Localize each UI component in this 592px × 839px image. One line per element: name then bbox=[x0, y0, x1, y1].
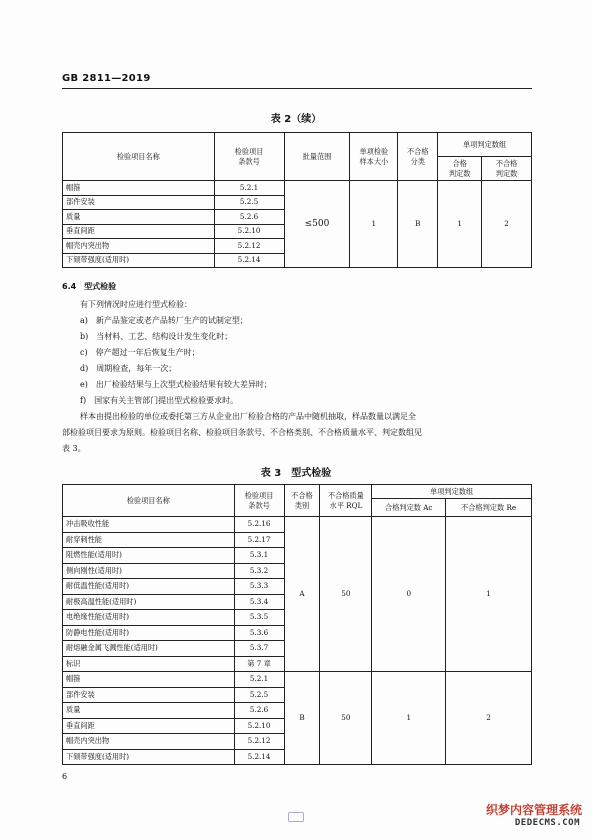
t2-row-clause: 5.2.12 bbox=[214, 239, 284, 254]
t3-row-name: 冲击吸收性能 bbox=[63, 517, 235, 533]
body-paragraph-line: 部检验项目要求为原则。检验项目名称、检验项目条款号、不合格类别、不合格质量水平、判定数组见 bbox=[62, 428, 422, 437]
t3-row-clause: 5.2.10 bbox=[234, 718, 284, 734]
t3-row-clause: 5.3.6 bbox=[234, 625, 284, 641]
list-item: c) 停产超过一年后恢复生产时； bbox=[80, 348, 200, 357]
t2-re: 2 bbox=[482, 181, 532, 268]
table3 bbox=[62, 484, 532, 765]
t3-h-class: 不合格 类别 bbox=[284, 485, 320, 517]
t2-batch: ≤500 bbox=[284, 181, 350, 268]
t3-b-ac: 1 bbox=[372, 672, 446, 765]
t3-a-ac: 0 bbox=[372, 517, 446, 672]
table2-caption: 表 2（续） bbox=[270, 114, 322, 125]
t3-row-clause: 5.2.6 bbox=[234, 703, 284, 719]
t3-row-clause: 5.2.16 bbox=[234, 517, 284, 533]
section-intro: 有下列情况时应进行型式检验： bbox=[80, 300, 192, 309]
t3-a-class: A bbox=[284, 517, 320, 672]
t3-h-group: 单项判定数组 bbox=[372, 485, 532, 499]
body-paragraph-line: 表 3。 bbox=[62, 444, 86, 453]
list-item: b) 当材料、工艺、结构设计发生变化时； bbox=[80, 332, 233, 341]
t3-row-clause: 5.3.5 bbox=[234, 610, 284, 626]
header-rule bbox=[62, 88, 532, 89]
t2-h-re: 不合格 判定数 bbox=[482, 157, 532, 181]
list-item: f) 国家有关主管部门提出型式检验要求时。 bbox=[80, 396, 239, 405]
t2-ac: 1 bbox=[438, 181, 482, 268]
table3-caption: 表 3 型式检验 bbox=[260, 468, 332, 479]
t2-row-clause: 5.2.5 bbox=[214, 195, 284, 210]
t3-row-clause: 第 7 章 bbox=[234, 656, 284, 672]
t3-row-name: 帽箍 bbox=[63, 672, 235, 688]
list-item: a) 新产品鉴定或老产品转厂生产的试制定型； bbox=[80, 316, 248, 325]
t2-h-ac: 合格 判定数 bbox=[438, 157, 482, 181]
t3-row-name: 耐极高温性能(适用时) bbox=[63, 594, 235, 610]
t2-row-name: 帽壳内突出物 bbox=[63, 239, 215, 254]
body-paragraph-line: 样本由提出检验的单位或委托第三方从企业出厂检验合格的产品中随机抽取，样品数量以满足全 bbox=[80, 412, 416, 421]
t3-row-clause: 5.2.14 bbox=[234, 749, 284, 765]
t2-row-clause: 5.2.14 bbox=[214, 253, 284, 268]
t3-row-name: 下颏带强度(适用时) bbox=[63, 749, 235, 765]
t3-h-clause: 检验项目 条款号 bbox=[234, 485, 284, 517]
t3-row-name: 耐低温性能(适用时) bbox=[63, 579, 235, 595]
section-title: 6.4 型式检验 bbox=[62, 282, 117, 291]
watermark-url: DEDECMS.COM bbox=[514, 818, 580, 828]
t3-row-clause: 5.3.2 bbox=[234, 563, 284, 579]
t2-h-clause: 检验项目 条款号 bbox=[214, 133, 284, 181]
t2-row-clause: 5.2.1 bbox=[214, 181, 284, 196]
t3-row-name: 垂直间距 bbox=[63, 718, 235, 734]
t2-row-name: 质量 bbox=[63, 210, 215, 225]
t3-row-name: 耐穿刺性能 bbox=[63, 532, 235, 548]
t2-sample: 1 bbox=[350, 181, 398, 268]
t3-row-name: 帽壳内突出物 bbox=[63, 734, 235, 750]
t2-row-clause: 5.2.10 bbox=[214, 224, 284, 239]
list-item: e) 出厂检验结果与上次型式检验结果有较大差异时； bbox=[80, 380, 272, 389]
t3-row-name: 阻燃性能(适用时) bbox=[63, 548, 235, 564]
t2-row-name: 下颏带强度(适用时) bbox=[63, 253, 215, 268]
t2-row-name: 部件安装 bbox=[63, 195, 215, 210]
t2-h-name: 检验项目名称 bbox=[63, 133, 215, 181]
t2-row-clause: 5.2.6 bbox=[214, 210, 284, 225]
t3-h-rql: 不合格质量 水平 RQL bbox=[320, 485, 372, 517]
list-item: d) 周期检查，每年一次； bbox=[80, 364, 177, 373]
t3-row-clause: 5.3.7 bbox=[234, 641, 284, 657]
t2-h-sample: 单项检验 样本大小 bbox=[350, 133, 398, 181]
t3-row-name: 部件安装 bbox=[63, 687, 235, 703]
t3-row-name: 侧向刚性(适用时) bbox=[63, 563, 235, 579]
t3-row-name: 质量 bbox=[63, 703, 235, 719]
table2 bbox=[62, 132, 532, 268]
page-number: 6 bbox=[62, 772, 68, 781]
t3-a-re: 1 bbox=[446, 517, 532, 672]
t3-row-name: 标识 bbox=[63, 656, 235, 672]
t3-h-name: 检验项目名称 bbox=[63, 485, 235, 517]
t3-b-rql: 50 bbox=[320, 672, 372, 765]
t2-h-batch: 批量范围 bbox=[284, 133, 350, 181]
t3-row-clause: 5.2.5 bbox=[234, 687, 284, 703]
t3-row-clause: 5.2.12 bbox=[234, 734, 284, 750]
scroll-marker-icon bbox=[288, 812, 304, 822]
standard-header: GB 2811—2019 bbox=[62, 73, 151, 84]
t3-h-ac: 合格判定数 Ac bbox=[372, 499, 446, 517]
t2-h-class: 不合格 分类 bbox=[398, 133, 438, 181]
t3-b-re: 2 bbox=[446, 672, 532, 765]
t3-h-re: 不合格判定数 Re bbox=[446, 499, 532, 517]
t3-row-clause: 5.2.17 bbox=[234, 532, 284, 548]
t3-row-name: 耐熔融金属飞溅性能(适用时) bbox=[63, 641, 235, 657]
t3-row-clause: 5.3.4 bbox=[234, 594, 284, 610]
t3-b-class: B bbox=[284, 672, 320, 765]
t2-row-name: 帽箍 bbox=[63, 181, 215, 196]
t3-row-clause: 5.3.3 bbox=[234, 579, 284, 595]
t3-row-name: 电绝缘性能(适用时) bbox=[63, 610, 235, 626]
t3-a-rql: 50 bbox=[320, 517, 372, 672]
watermark-logo-text: 织梦内容管理系统 bbox=[485, 803, 582, 817]
t3-row-clause: 5.2.1 bbox=[234, 672, 284, 688]
t2-class: B bbox=[398, 181, 438, 268]
t2-row-name: 垂直间距 bbox=[63, 224, 215, 239]
t3-row-clause: 5.3.1 bbox=[234, 548, 284, 564]
t2-h-group: 单项判定数组 bbox=[438, 133, 532, 157]
t3-row-name: 防静电性能(适用时) bbox=[63, 625, 235, 641]
